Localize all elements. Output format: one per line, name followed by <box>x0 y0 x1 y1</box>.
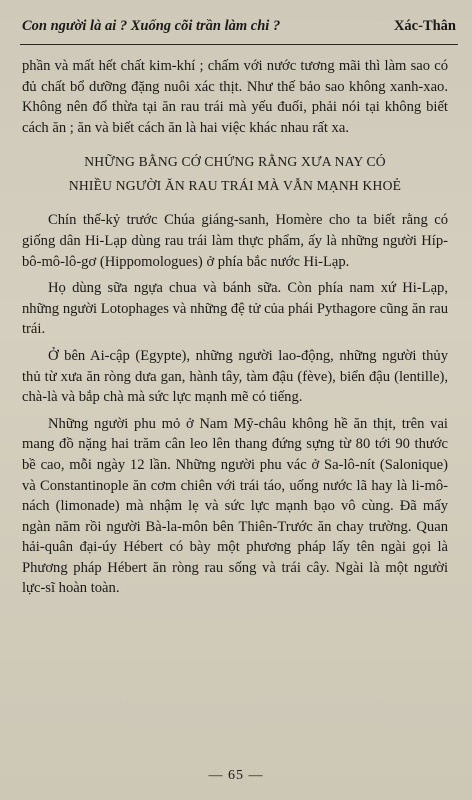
continued-paragraph: phần và mất hết chất kim-khí ; chấm với nước tương mãi thì làm sao có đủ chất bổ dưỡng đặng nuôi xác thịt. Như thế bảo sao không xanh-xao. Không nên đổ thừa tại ăn rau trái mà yếu đuối, phải nói tại không biết cách ăn ; ăn và biết cách ăn là hai việc khác nhau rất xa. <box>22 58 448 136</box>
running-header-author: Xác-Thân <box>393 18 456 34</box>
section-heading-line-1: NHỮNG BẰNG CỚ CHỨNG RẰNG XƯA NAY CÓ <box>84 154 386 170</box>
running-header-title: Con người là ai ? Xuống cõi trần làm chi ? <box>22 18 281 34</box>
section-heading-line-2: NHIỀU NGƯỜI ĂN RAU TRÁI MÀ VẪN MẠNH KHOẺ <box>68 178 402 194</box>
paragraph-miners: Những người phu mỏ ở Nam Mỹ-châu không hề ăn thịt, trên vai mang đồ nặng hai trăm cân leo lên thang đứng sựng từ 80 tới 90 thước bề cao, mỗi ngày 12 lần. Những người phu vác ở Sa-lô-nít (Salonique) và Constantinople ăn cơm chiên với trái táo, uống nước lã hay là li-mô-nách (limonade) mà nhậm lẹ và sức lực mạnh bạo vô cùng. Đã mấy ngàn năm rồi người Bà-la-môn bên Thiên-Trước ăn chay trường. Quan hải-quân đại-úy Hébert có bày một phương pháp lấy tên ngài gọi là Phương pháp Hébert ăn ròng rau sống và trái cây. Ngài là một người lực-sĩ hoàn toàn. <box>22 415 448 597</box>
page-number: — 65 — <box>208 768 264 783</box>
paragraph-homere: Chín thế-kỷ trước Chúa giáng-sanh, Homère cho ta biết rằng có giống dân Hi-Lạp dùng rau trái làm thực phẩm, ấy là những người Híp-bô-mô-lô-gơ (Hippomologues) ở phía bắc nước Hi-Lạp. <box>22 212 448 270</box>
paragraph-greece: Họ dùng sữa ngựa chua và bánh sữa. Còn phía nam xứ Hi-Lạp, những người Lotophages và những đệ tử của phái Pythagore cũng ăn rau trái. <box>22 280 448 338</box>
running-header <box>22 18 456 35</box>
header-rule <box>20 44 458 45</box>
paragraph-egypt: Ở bên Ai-cập (Egypte), những người lao-động, những người thủy thủ từ xưa ăn ròng dưa gan, hành tây, tàm đậu (fève), biển đậu (lentille), chà-là và bắp chà mà sức lực mạnh mẽ có tiếng. <box>22 347 448 406</box>
page-body <box>22 56 448 605</box>
section-heading <box>22 150 448 198</box>
